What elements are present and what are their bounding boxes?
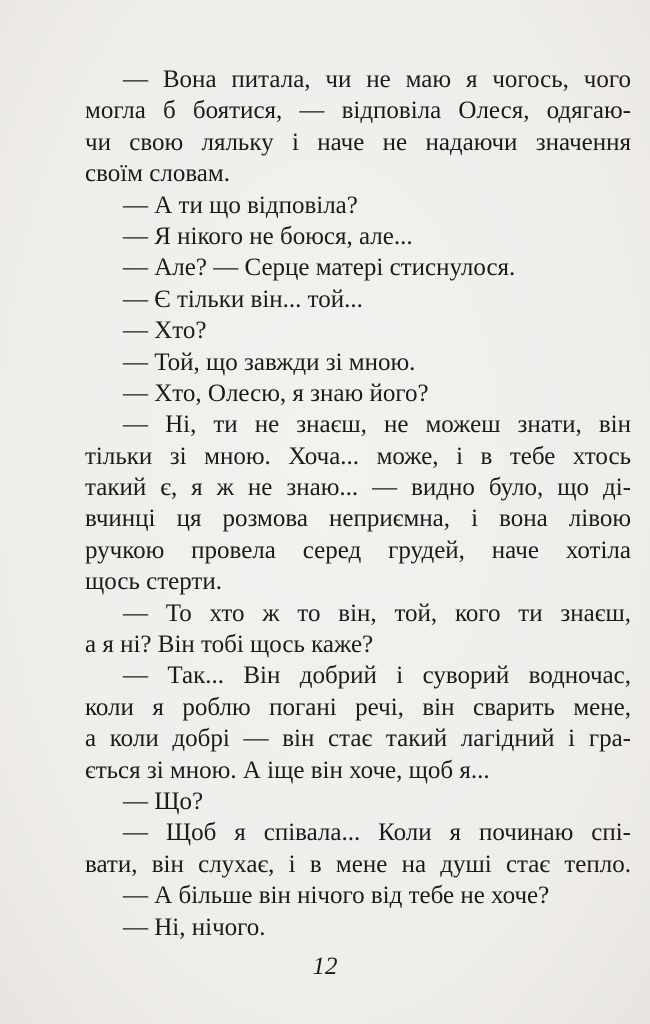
text-line: — Щоб я співала... Коли я починаю спі- [123,819,631,847]
text-line: а коли добрі — він стає такий лагідний і гра- [85,725,631,753]
text-line: своїм словам. [85,160,230,188]
text-line: — А ти що відповіла? [123,191,358,219]
text-line: — Я нікого не боюся, але... [123,222,413,250]
text-line: такий є, я ж не знаю... — видно було, що ді- [85,474,631,502]
text-line: коли я роблю погані речі, він сварить мене, [85,693,631,721]
text-line: — Є тільки він... той... [123,285,363,313]
text-line: чи свою ляльку і наче не надаючи значення [85,128,631,156]
text-line: — Що? [123,787,204,815]
text-line: — То хто ж то він, той, кого ти знаєш, [123,599,631,627]
page-text [85,64,631,943]
text-line: — Той, що завжди зі мною. [123,348,416,376]
text-line: могла б боятися, — відповіла Олеся, одягаю- [85,97,631,125]
text-line: — Так... Він добрий і суворий водночас, [123,662,631,690]
text-line: ється зі мною. А іще він хоче, щоб я... [85,756,490,784]
text-line: — Ні, нічого. [123,913,266,941]
text-line: — А більше він нічого від тебе не хоче? [123,882,550,910]
text-line: — Але? — Серце матері стиснулося. [123,254,516,282]
text-line: — Хто, Олесю, я знаю його? [123,379,429,407]
page-number: 12 [312,953,338,980]
text-line: вчинці ця розмова неприємна, і вона лівою [85,505,631,533]
text-line: — Вона питала, чи не маю я чогось, чого [123,66,631,93]
text-line: щось стерти. [85,568,222,596]
text-line: тільки зі мною. Хоча... може, і в тебе хтось [85,442,631,470]
text-line: ручкою провела серед грудей, наче хотіла [85,536,631,564]
text-line: — Хто? [123,317,207,345]
text-line: вати, він слухає, і в мене на душі стає тепло. [85,850,631,878]
text-line: — Ні, ти не знаєш, не можеш знати, він [123,411,631,439]
text-line: а я ні? Він тобі щось каже? [85,631,374,659]
